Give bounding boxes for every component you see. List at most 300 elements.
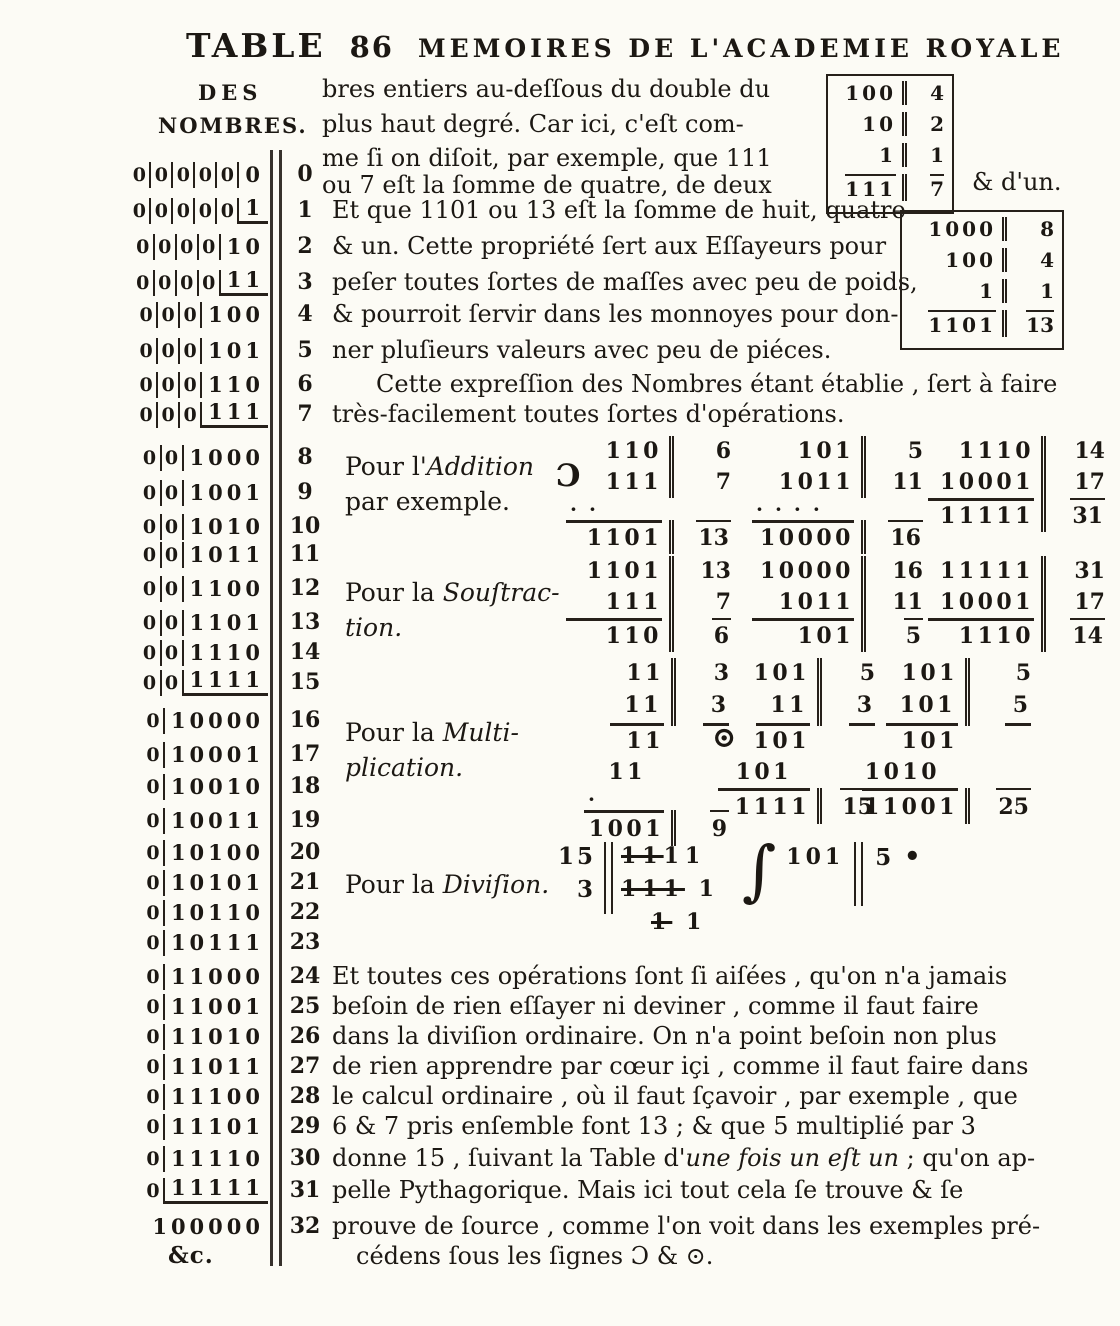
operation-label-segment: Multi- — [442, 718, 519, 747]
math-binary-cell: 1001 — [584, 810, 664, 846]
leading-zero-cell: 0 — [143, 870, 165, 896]
math-row — [584, 757, 733, 788]
math-decimal-result: 31 — [1070, 498, 1105, 532]
inset-table-row — [836, 112, 944, 143]
binary-value: 10101 — [170, 870, 264, 895]
math-decimal-cell — [669, 618, 731, 652]
operation-label — [345, 578, 560, 607]
binary-value: 10001 — [170, 742, 264, 767]
operation-label-segment: tion. — [345, 613, 403, 642]
leading-zero-cell: 0 — [162, 542, 184, 568]
leading-zero-cell: 0 — [140, 640, 162, 666]
division-digit-group: 1 — [651, 909, 673, 935]
leading-zero-cell: 0 — [180, 338, 202, 364]
binary-value: 100 — [208, 302, 264, 327]
paragraph-line: plus haut degré. Car ici, c'eſt com- — [322, 110, 744, 138]
binary-etc-label: &c. — [168, 1242, 214, 1269]
math-row — [752, 556, 923, 587]
binary-table-row — [140, 638, 268, 666]
math-decimal-cell — [1041, 618, 1105, 652]
math-decimal-cell: 5 — [861, 436, 923, 467]
operation-label — [345, 452, 534, 481]
decimal-value: 17 — [289, 741, 321, 767]
math-decimal-cell: 7 — [669, 587, 731, 618]
leading-zero-cell: 0 — [151, 198, 173, 224]
paragraph-line: prouve de ſource , comme l'on voit dans les exemples pré- — [332, 1212, 1041, 1240]
math-binary-cell — [584, 689, 664, 726]
decimal-value: 25 — [289, 993, 321, 1019]
binary-table-row — [143, 1022, 268, 1050]
division-digit-group: 11 — [663, 843, 707, 869]
binary-table-row — [129, 196, 268, 224]
binary-value: 100000 — [152, 1214, 264, 1239]
leading-zero-cell: 0 — [133, 234, 155, 260]
math-row — [928, 587, 1105, 618]
math-binary-cell: 11111 — [928, 498, 1034, 532]
math-binary-cell: 101 — [797, 438, 854, 464]
math-row — [862, 726, 1035, 757]
inset-binary-cell: 100 — [845, 81, 896, 105]
paragraph-line: le calcul ordinaire , où il faut ſçavoir , par exemple , que — [332, 1082, 1018, 1110]
math-row — [566, 498, 735, 520]
division-decimal-column — [548, 840, 596, 906]
leading-zero-cell: 0 — [143, 808, 165, 834]
binary-table-row — [136, 370, 268, 398]
inset-binary-cell: 1 — [879, 143, 896, 167]
math-row — [718, 757, 879, 788]
paragraph-line: très-facilement toutes ſortes d'opérations. — [332, 400, 845, 428]
paragraph-line: Et que 1101 ou 13 eſt la ſomme de huit, quatre — [332, 196, 906, 224]
operation-label-segment: Diviſion. — [442, 870, 550, 899]
math-row — [862, 757, 1035, 788]
quotient-binary: 101 — [786, 844, 845, 870]
header-table-label: TABLE — [186, 26, 326, 65]
binary-table-row — [140, 443, 268, 471]
addition-example-2 — [752, 436, 927, 554]
paragraph-line-segment: donne 15 , ſuivant la Table d' — [332, 1144, 686, 1172]
binary-value: 1001 — [189, 480, 264, 505]
decimal-value: 0 — [297, 161, 313, 187]
leading-zero-cell: 0 — [140, 514, 162, 540]
binary-table-row — [140, 608, 268, 636]
page-header — [186, 26, 1065, 65]
partial-shifted: 101 — [735, 759, 792, 785]
operation-label-segment: Pour la — [345, 718, 443, 747]
paragraph-line-segment: une fois un eſt un — [685, 1144, 900, 1172]
binary-value: 1110 — [189, 640, 264, 665]
math-row — [752, 498, 927, 520]
math-row — [566, 556, 731, 587]
math-binary-cell: · — [588, 787, 607, 811]
inset-decimal-cell: 4 — [1002, 248, 1054, 272]
math-binary-cell: 1011 — [778, 589, 854, 615]
leading-zero-cell: 0 — [143, 1084, 165, 1110]
leading-zero-cell: 0 — [180, 302, 202, 328]
math-decimal-cell: 11 — [861, 587, 923, 618]
leading-zero-cell: 0 — [140, 576, 162, 602]
math-row — [584, 689, 733, 726]
decimal-value: 24 — [289, 963, 321, 989]
binary-value: 10010 — [170, 774, 264, 799]
paragraph-line: me ſi on diſoit, par exemple, que 111 — [322, 144, 772, 172]
binary-value: 11110 — [170, 1146, 264, 1171]
operation-label-line2 — [345, 613, 402, 642]
math-row — [566, 436, 735, 467]
math-row — [752, 587, 923, 618]
multiplication-example-symbol: ⊙ — [712, 720, 737, 754]
leading-zero-cell: 0 — [158, 372, 180, 398]
operation-label-segment: Pour l' — [345, 452, 427, 481]
leading-zero-cell: 0 — [162, 445, 184, 471]
paragraph-line: Et toutes ces opérations ſont ſi aiſées , qu'on n'a jamais — [332, 962, 1008, 990]
leading-zero-cell: 0 — [217, 162, 239, 188]
binary-table-row — [143, 1144, 268, 1172]
leading-zero-cell: 0 — [199, 270, 221, 296]
decimal-value: 19 — [289, 807, 321, 833]
text-after-inset-table: & d'un. — [972, 168, 1062, 196]
math-row — [862, 689, 1035, 726]
inset-table-row — [836, 174, 944, 205]
leading-zero-cell: 0 — [217, 198, 239, 224]
leading-zero-cell: 0 — [143, 840, 165, 866]
binary-table-row — [143, 806, 268, 834]
math-binary-cell: 11 — [626, 728, 664, 754]
decimal-value: 27 — [289, 1053, 321, 1079]
division-digit-group: 1 — [684, 876, 720, 902]
decimal-value: 12 — [289, 575, 321, 601]
factor-underlined: 101 — [886, 689, 958, 726]
operation-label-line2 — [345, 487, 510, 516]
leading-zero-cell: 0 — [140, 670, 162, 696]
decimal-value: 31 — [289, 1177, 321, 1203]
binary-table-row — [143, 740, 268, 768]
math-decimal-cell: 13 — [669, 556, 731, 587]
leading-zero-cell: 0 — [199, 234, 221, 260]
math-row — [928, 467, 1109, 498]
math-binary-cell: 111 — [605, 589, 662, 615]
math-row — [718, 658, 879, 689]
inset-binary-cell: 100 — [945, 248, 996, 272]
leading-zero-cell: 0 — [129, 198, 151, 224]
binary-table-row — [143, 1176, 268, 1204]
quotient-double-bar — [854, 842, 863, 906]
division-work-row — [621, 906, 720, 939]
operation-label-segment: Souſtrac- — [442, 578, 560, 607]
inset-table-row — [836, 143, 944, 174]
leading-zero-cell: 0 — [195, 198, 217, 224]
header-page-number: 86 — [349, 30, 394, 64]
math-decimal-cell: 14 — [1041, 436, 1105, 467]
inset-binary-result: 111 — [845, 174, 896, 201]
paragraph-line-segment: ; qu'on ap- — [899, 1144, 1036, 1172]
binary-table-row — [143, 1112, 268, 1140]
operation-label-segment: Pour la — [345, 870, 443, 899]
factor-underlined: 11 — [756, 689, 810, 726]
inset-conversion-table — [826, 74, 954, 214]
math-decimal-result: 5 — [904, 618, 923, 652]
operation-label — [345, 870, 549, 899]
binary-table-row — [136, 300, 268, 328]
math-decimal-cell — [965, 788, 1031, 824]
division-work-row — [621, 840, 720, 873]
binary-table-row — [133, 232, 268, 260]
division-digit-group: 11 — [621, 843, 664, 869]
math-decimal-cell: 7 — [669, 467, 731, 498]
math-row — [862, 788, 1035, 824]
inset-binary-cell — [836, 174, 896, 201]
leading-zero-cell: 0 — [136, 372, 158, 398]
binary-table-row — [140, 574, 268, 602]
leading-zero-cell: 0 — [158, 402, 180, 428]
inset-decimal-result: 7 — [930, 174, 944, 201]
paragraph-line: ou 7 eſt la ſomme de quatre, de deux — [322, 171, 772, 199]
decimal-value: 16 — [289, 707, 321, 733]
inset-decimal-cell — [902, 174, 944, 201]
paragraph-line: cédens ſous les ſignes Ɔ & ⊙. — [356, 1242, 714, 1270]
math-decimal-cell: 11 — [861, 467, 923, 498]
leading-zero-cell: 0 — [162, 610, 184, 636]
paragraph-line: beſoin de rien eſſayer ni deviner , comme il faut faire — [332, 992, 979, 1020]
binary-table-row — [136, 400, 268, 428]
decimal-value: 20 — [289, 839, 321, 865]
decimal-value: 11 — [289, 541, 321, 567]
leading-zero-cell: 0 — [155, 270, 177, 296]
decimal-value: 14 — [289, 639, 321, 665]
leading-zero-cell: 0 — [162, 576, 184, 602]
addition-example-1 — [566, 436, 735, 554]
math-binary-cell: 101 — [753, 728, 810, 754]
inset-table-row — [910, 310, 1054, 341]
binary-value: 10000 — [170, 708, 264, 733]
math-decimal-cell: 17 — [1041, 467, 1105, 498]
inset-binary-cell: 10 — [862, 112, 896, 136]
inset-decimal-cell: 1 — [902, 143, 944, 167]
paragraph-line: peſer toutes ſortes de maſſes avec peu de poids, — [332, 268, 918, 296]
leading-zero-cell: 0 — [177, 234, 199, 260]
decimal-value: 5 — [297, 337, 313, 363]
math-binary-cell — [584, 757, 664, 788]
inset-binary-cell — [910, 310, 996, 337]
math-row — [928, 556, 1105, 587]
addition-example-symbol: Ɔ — [556, 458, 581, 494]
leading-zero-cell: 0 — [143, 900, 165, 926]
math-decimal-cell: 5 — [965, 658, 1031, 689]
math-row — [566, 520, 735, 554]
decimal-value: 9 — [297, 479, 313, 505]
math-row — [566, 587, 731, 618]
binary-value: 11011 — [170, 1054, 264, 1079]
math-decimal-cell — [669, 520, 731, 554]
leading-zero-cell: 0 — [195, 162, 217, 188]
math-decimal-result: 15 — [840, 788, 875, 824]
binary-value: 111 — [202, 399, 268, 428]
math-binary-cell: 110 — [605, 438, 662, 464]
paragraph-line: bres entiers au-deſſous du double du — [322, 75, 771, 103]
decimal-value: 4 — [297, 301, 313, 327]
subtraction-example-3 — [928, 556, 1105, 652]
division-work-row — [621, 873, 720, 906]
math-row — [928, 498, 1109, 532]
binary-table-row — [146, 1212, 268, 1240]
binary-value: 10 — [226, 234, 264, 259]
binary-table-row — [143, 1052, 268, 1080]
math-decimal-cell: 16 — [861, 556, 923, 587]
division-example — [548, 832, 892, 939]
header-running-title: MEMOIRES DE L'ACADEMIE ROYALE — [417, 34, 1065, 63]
math-decimal-cell — [965, 689, 1031, 726]
inset-table-row — [910, 279, 1054, 310]
math-row — [718, 726, 879, 757]
math-decimal-cell: 6 — [669, 436, 731, 467]
math-binary-cell: 11 — [626, 660, 664, 686]
leading-zero-cell: 0 — [143, 964, 165, 990]
factor-underlined: 3 — [849, 689, 875, 726]
leading-zero-cell: 0 — [162, 640, 184, 666]
math-decimal-result: 25 — [996, 788, 1031, 824]
leading-zero-cell: 0 — [140, 445, 162, 471]
inset-table-row — [910, 248, 1054, 279]
leading-zero-cell: 0 — [140, 480, 162, 506]
math-binary-cell: 1101 — [566, 520, 662, 554]
math-binary-cell: 101 — [753, 660, 810, 686]
factor-underlined: 3 — [703, 689, 729, 726]
math-row — [566, 467, 735, 498]
leading-zero-cell: 0 — [143, 708, 165, 734]
binary-value: 11101 — [170, 1114, 264, 1139]
inset-table-row — [836, 81, 944, 112]
dividend-decimal: 15 — [557, 843, 596, 870]
math-binary-cell: ···· — [756, 497, 832, 521]
binary-value: 10110 — [170, 900, 264, 925]
inset-binary-cell: 1000 — [928, 217, 996, 241]
decimal-value: 13 — [289, 609, 321, 635]
paragraph-line — [332, 1143, 1035, 1173]
binary-value: 10100 — [170, 840, 264, 865]
math-decimal-result: 16 — [888, 520, 923, 554]
leading-zero-cell: 0 — [162, 514, 184, 540]
paragraph-line: pelle Pythagorique. Mais ici tout cela ſe trouve & ſe — [332, 1176, 964, 1204]
binary-value: 1010 — [189, 514, 264, 539]
leading-zero-cell: 0 — [143, 930, 165, 956]
binary-value: 1 — [239, 195, 268, 224]
decimal-value: 29 — [289, 1113, 321, 1139]
binary-table-row — [140, 668, 268, 696]
math-binary-cell: 10001 — [939, 469, 1034, 495]
leading-zero-cell: 0 — [143, 1178, 165, 1204]
binary-value: 1100 — [189, 576, 264, 601]
math-binary-cell: 11001 — [862, 788, 958, 824]
math-row — [752, 467, 927, 498]
partial-shifted: 11 — [608, 759, 646, 785]
binary-table-row — [140, 478, 268, 506]
leading-zero-cell: 0 — [143, 742, 165, 768]
inset-decimal-cell: 1 — [1002, 279, 1054, 303]
addition-example-3 — [928, 436, 1109, 532]
binary-value: 11 — [221, 267, 268, 296]
math-decimal-result: 13 — [696, 520, 731, 554]
math-binary-cell — [718, 757, 810, 788]
paragraph-line: 6 & 7 pris enſemble font 13 ; & que 5 multiplié par 3 — [332, 1112, 976, 1140]
math-binary-cell: 101 — [901, 728, 958, 754]
math-decimal-cell: 17 — [1041, 587, 1105, 618]
math-row — [718, 788, 879, 824]
column-rule-left — [270, 150, 273, 1266]
math-decimal-cell — [861, 520, 923, 554]
binary-value: 11001 — [170, 994, 264, 1019]
decimal-value: 21 — [289, 869, 321, 895]
binary-table-row — [143, 838, 268, 866]
decimal-value: 18 — [289, 773, 321, 799]
leading-zero-cell: 0 — [140, 610, 162, 636]
operation-label-segment: par exemple. — [345, 487, 510, 516]
leading-zero-cell: 0 — [143, 1114, 165, 1140]
division-digit-group: 111 — [621, 876, 685, 902]
decimal-value: 8 — [297, 444, 313, 470]
math-row — [928, 436, 1109, 467]
leading-zero-cell: 0 — [180, 402, 202, 428]
leading-zero-cell: 0 — [151, 162, 173, 188]
math-binary-cell — [718, 689, 810, 726]
division-double-bar — [604, 842, 613, 914]
operation-label-segment: Pour la — [345, 578, 443, 607]
binary-table-row — [140, 512, 268, 540]
math-binary-cell: 1111 — [718, 788, 810, 824]
leading-zero-cell: 0 — [143, 1146, 165, 1172]
factor-underlined: 5 — [1005, 689, 1031, 726]
leading-zero-cell: 0 — [162, 480, 184, 506]
leading-zero-cell: 0 — [180, 372, 202, 398]
paragraph-line: de rien apprendre par cœur içi , comme il faut faire dans — [332, 1052, 1029, 1080]
math-binary-cell: 11111 — [939, 558, 1034, 584]
math-row — [718, 689, 879, 726]
operation-label-line2 — [345, 753, 463, 782]
binary-value: 11000 — [170, 964, 264, 989]
leading-zero-cell: 0 — [136, 302, 158, 328]
operation-label — [345, 718, 519, 747]
ink-dot: • — [904, 842, 921, 872]
decimal-value: 32 — [289, 1213, 321, 1239]
inset-decimal-cell: 8 — [1002, 217, 1054, 241]
math-binary-cell: 10001 — [939, 589, 1034, 615]
binary-table-row — [143, 992, 268, 1020]
paragraph-line: & pourroit ſervir dans les monnoyes pour don- — [332, 300, 899, 328]
leading-zero-cell: 0 — [140, 542, 162, 568]
decimal-value: 3 — [297, 269, 313, 295]
math-decimal-result: 9 — [710, 810, 729, 846]
binary-value: 10111 — [170, 930, 264, 955]
binary-value: 10011 — [170, 808, 264, 833]
binary-table-row — [143, 772, 268, 800]
quotient-decimal: 5 — [875, 844, 892, 871]
leading-zero-cell: 0 — [155, 234, 177, 260]
binary-table-row — [143, 706, 268, 734]
multiplication-example-3 — [862, 658, 1035, 824]
binary-value: 0 — [245, 162, 264, 187]
decimal-value: 23 — [289, 929, 321, 955]
math-decimal-cell — [1041, 498, 1105, 532]
math-decimal-cell: 31 — [1041, 556, 1105, 587]
math-binary-cell: 10000 — [759, 558, 854, 584]
math-binary-cell: 111 — [605, 469, 662, 495]
binary-value: 11100 — [170, 1084, 264, 1109]
binary-value: 1111 — [184, 667, 268, 696]
math-decimal-result: 14 — [1070, 618, 1105, 652]
math-binary-cell: 1011 — [778, 469, 854, 495]
margin-heading-line1: DES — [198, 80, 263, 105]
math-binary-cell — [862, 757, 958, 788]
leading-zero-cell: 0 — [177, 270, 199, 296]
binary-value: 1101 — [189, 610, 264, 635]
